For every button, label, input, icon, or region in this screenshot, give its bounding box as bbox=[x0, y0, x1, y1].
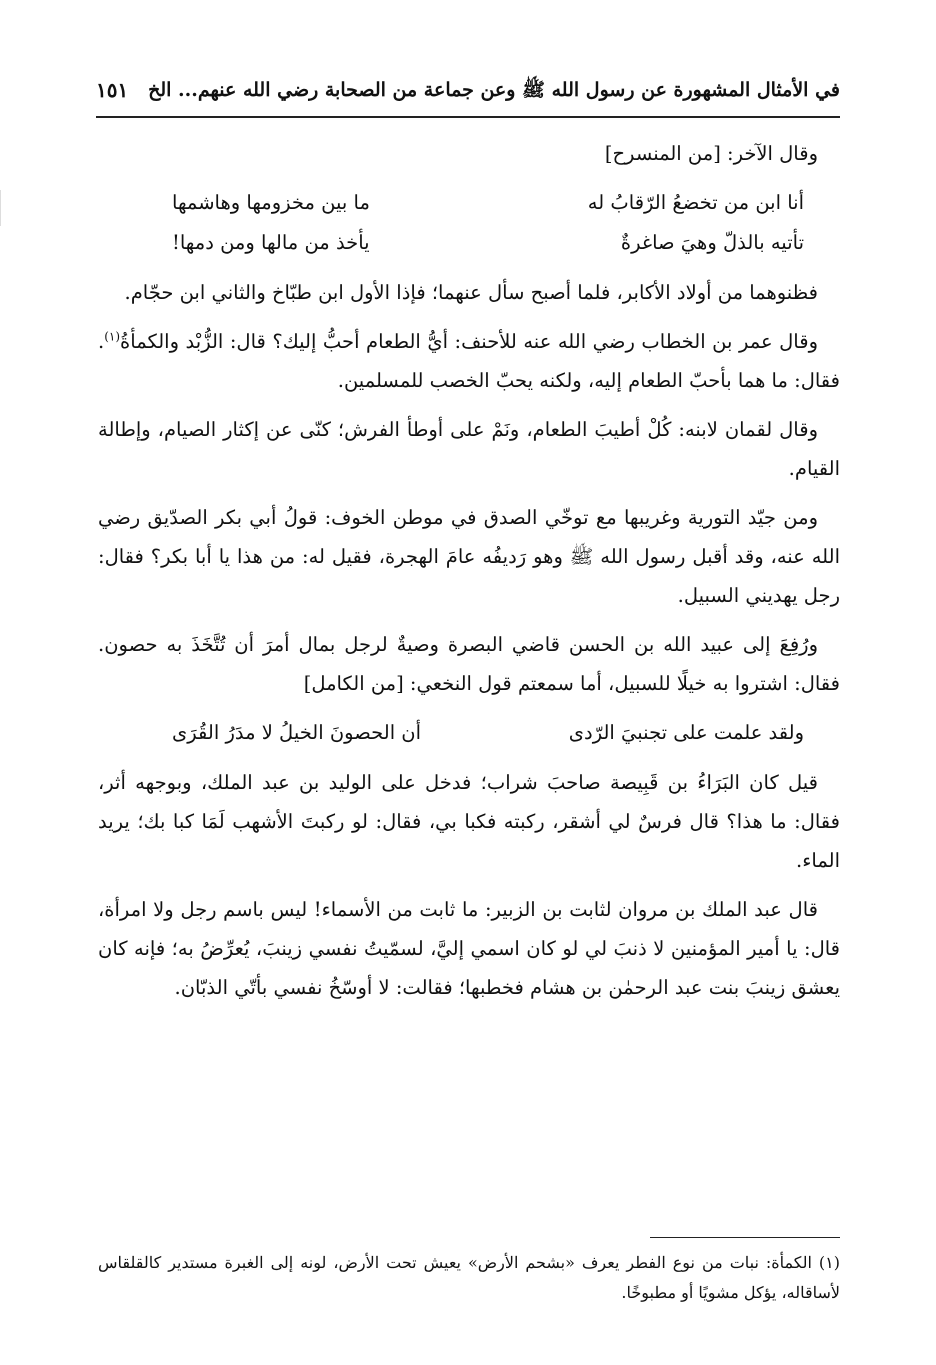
poem-hemistich-first: أنا ابن من تخضعُ الرّقابُ له bbox=[587, 191, 804, 214]
paragraph-text: . فقال: ما هما بأحبّ الطعام إليه، ولكنه يحبّ الخصب للمسلمين. bbox=[98, 330, 840, 392]
paragraph: ورُفِعَ إلى عبيد الله بن الحسن قاضي البصرة وصيةٌ لرجل بمال أمرَ أن تُتَّخَذَ به حصون. فقال: اشتروا به خيلًا للسبيل، أما سمعتم قول النخعي: [من الكامل] bbox=[98, 633, 840, 695]
paragraph: قيل كان البَرَاءُ بن قَبِيصة صاحبَ شراب؛ فدخل على الوليد بن عبد الملك، وبوجهه أثر، فقال: ما هذا؟ قال فرسٌ لي أشقر، ركبته فكبا بي، فقال: لو ركبتَ الأشهب لَمَا كبا بك؛ يريد الماء. bbox=[98, 771, 840, 872]
poem-line bbox=[98, 223, 840, 263]
header-divider bbox=[96, 116, 840, 118]
footnote-divider bbox=[650, 1237, 840, 1238]
poem-hemistich-second: يأخذ من مالها ومن دمها! bbox=[172, 231, 370, 254]
running-header bbox=[96, 78, 840, 114]
footnotes bbox=[98, 1248, 840, 1308]
poem-1 bbox=[98, 183, 840, 263]
header-title: في الأمثال المشهورة عن رسول الله ﷺ وعن جماعة من الصحابة رضي الله عنهم... الخ bbox=[148, 79, 840, 101]
paragraph: قال عبد الملك بن مروان لثابت بن الزبير: ما ثابت من الأسماء! ليس باسم رجل ولا امرأة، قال: يا أمير المؤمنين لا ذنبَ لي لو كان اسمي إليَّ، لسمّيتُ نفسي زينبَ، يُعرِّضُ به؛ فإنه كان يعشق زينبَ بنت عبد الرحمٰن بن هشام فخطبها؛ فقالت: لا أوسّخُ نفسي بأتّي الذبّان. bbox=[98, 898, 840, 999]
poem-line bbox=[98, 183, 840, 223]
paragraph-text: وقال عمر بن الخطاب رضي الله عنه للأحنف: أيُّ الطعام أحبُّ إليك؟ قال: الزُّبْد والكمأةُ bbox=[120, 330, 818, 353]
paragraph: وقال لقمان لابنه: كُلْ أطيبَ الطعام، ونَمْ على أوطأ الفرش؛ كنّى عن إكثار الصيام، وإطالة القيام. bbox=[98, 418, 840, 480]
poem-hemistich-first: ولقد علمت على تجنبيَ الرّدى bbox=[568, 721, 804, 744]
footnote-reference[interactable]: (١) bbox=[104, 329, 121, 344]
paragraph bbox=[98, 322, 840, 400]
poem-hemistich-second: أن الحصونَ الخيلُ لا مدَرُ القُرَى bbox=[172, 721, 422, 744]
footnote: (١) الكمأة: نبات من نوع الفطر يعرف «بشحم الأرض» يعيش تحت الأرض، لونه إلى الغبرة مستدير كالقلقاس لأساقاله، يؤكل مشويًا أو مطبوخًا. bbox=[98, 1253, 840, 1302]
paragraph: فظنوهما من أولاد الأكابر، فلما أصبح سأل عنهما؛ فإذا الأول ابن طبّاخ والثاني ابن حجّام. bbox=[124, 281, 818, 304]
main-text bbox=[98, 134, 840, 1017]
page-number: ١٥١ bbox=[96, 78, 129, 102]
poem-hemistich-second: ما بين مخزومها وهاشمها bbox=[172, 191, 370, 214]
poem-hemistich-first: تأتيه بالذلّ وهيَ صاغرةٌ bbox=[620, 231, 804, 254]
page-edge-mark bbox=[0, 190, 9, 226]
poem-2 bbox=[98, 713, 840, 753]
poem-line bbox=[98, 713, 840, 753]
paragraph: ومن جيّد التورية وغريبها مع توخّي الصدق في موطن الخوف: قولُ أبي بكر الصدّيق رضي الله عنه، وقد أقبل رسول الله ﷺ وهو رَديفُه عامَ الهجرة، فقيل له: من هذا يا أبا بكر؟ فقال: رجل يهديني السبيل. bbox=[98, 506, 840, 607]
paragraph-intro: وقال الآخر: [من المنسرح] bbox=[604, 142, 818, 165]
